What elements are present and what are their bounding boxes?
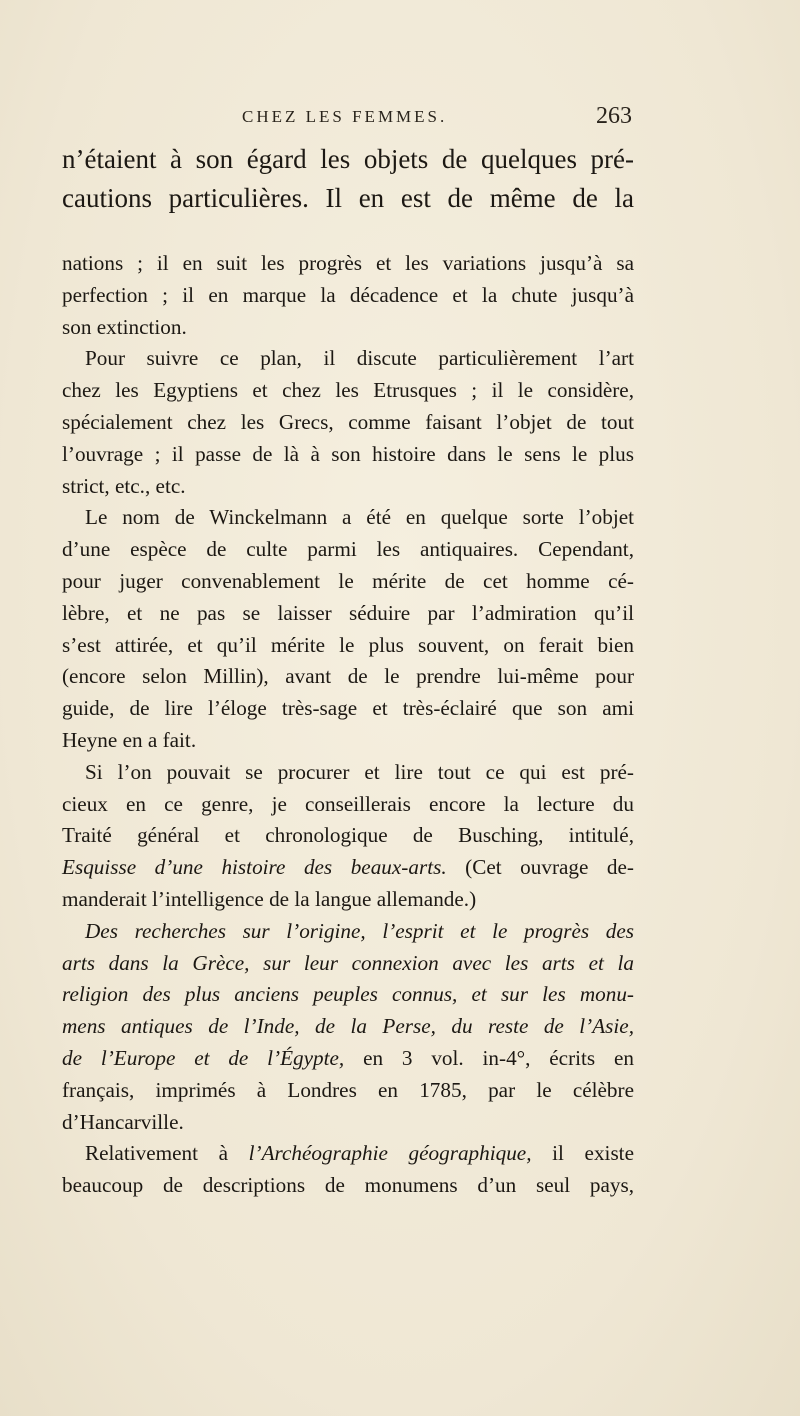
text-fragment: en 3 vol. in-4°, écrits en xyxy=(344,1045,634,1070)
page-header xyxy=(62,103,632,133)
italic-title: Esquisse d’une histoire des beaux-arts. xyxy=(62,855,447,880)
text-line: Traité général et chronologique de Busching, intitulé, xyxy=(62,823,634,848)
text-line: son extinction. xyxy=(62,314,187,339)
text-line-mixed xyxy=(62,1138,634,1170)
text-line: lèbre, et ne pas se laisser séduire par l’admiration qu’il xyxy=(62,600,634,625)
body-text xyxy=(62,248,634,1202)
text-line: chez les Egyptiens et chez les Etrusques ; il le considère, xyxy=(62,378,634,403)
text-line: l’ouvrage ; il passe de là à son histoire dans le sens le plus xyxy=(62,441,634,466)
text-line: d’Hancarville. xyxy=(62,1109,184,1134)
italic-title: de l’Europe et de l’Égypte, xyxy=(62,1045,345,1070)
text-line: (encore selon Millin), avant de le prendre lui-même pour xyxy=(62,664,634,689)
text-line: strict, etc., etc. xyxy=(62,473,186,498)
text-line: manderait l’intelligence de la langue allemande.) xyxy=(62,886,477,911)
text-line: perfection ; il en marque la décadence et la chute jusqu’à xyxy=(62,282,634,307)
text-line: Heyne en a fait. xyxy=(62,727,197,752)
text-line-mixed xyxy=(62,852,634,884)
running-head: CHEZ LES FEMMES. xyxy=(242,107,448,126)
snippet-line: cautions particulières. Il en est de même de la xyxy=(62,183,634,213)
text-line: beaucoup de descriptions de monumens d’un seul pays, xyxy=(62,1173,634,1198)
italic-title: l’Archéographie géographique, xyxy=(248,1141,532,1166)
text-line: cieux en ce genre, je conseillerais encore la lecture du xyxy=(62,791,634,816)
text-line: guide, de lire l’éloge très-sage et très-éclairé que son ami xyxy=(62,696,634,721)
text-line: spécialement chez les Grecs, comme faisant l’objet de tout xyxy=(62,409,634,434)
text-line: nations ; il en suit les progrès et les variations jusqu’à sa xyxy=(62,251,634,275)
snippet-line: n’étaient à son égard les objets de quelques pré- xyxy=(62,144,634,174)
overlay-snippet xyxy=(62,140,634,218)
text-line: français, imprimés à Londres en 1785, par le célèbre xyxy=(62,1077,634,1102)
text-line-italic: Des recherches sur l’origine, l’esprit et le progrès des xyxy=(85,918,634,943)
text-line-mixed xyxy=(62,1043,634,1075)
text-line-italic: religion des plus anciens peuples connus, et sur les monu- xyxy=(62,982,634,1007)
page-number: 263 xyxy=(596,103,632,129)
text-line: Si l’on pouvait se procurer et lire tout ce qui est pré- xyxy=(85,759,634,784)
text-fragment: (Cet ouvrage de- xyxy=(446,855,634,880)
text-fragment: Relativement à xyxy=(85,1141,249,1166)
text-line: Le nom de Winckelmann a été en quelque sorte l’objet xyxy=(85,505,634,530)
text-line: Pour suivre ce plan, il discute particulièrement l’art xyxy=(85,346,634,371)
text-line: d’une espèce de culte parmi les antiquaires. Cependant, xyxy=(62,537,634,562)
text-line: s’est attirée, et qu’il mérite le plus souvent, on ferait bien xyxy=(62,632,634,657)
text-line: pour juger convenablement le mérite de cet homme cé- xyxy=(62,568,634,593)
text-line-italic: arts dans la Grèce, sur leur connexion avec les arts et la xyxy=(62,950,634,975)
text-fragment: il existe xyxy=(531,1141,634,1166)
text-line-italic: mens antiques de l’Inde, de la Perse, du reste de l’Asie, xyxy=(62,1014,634,1039)
